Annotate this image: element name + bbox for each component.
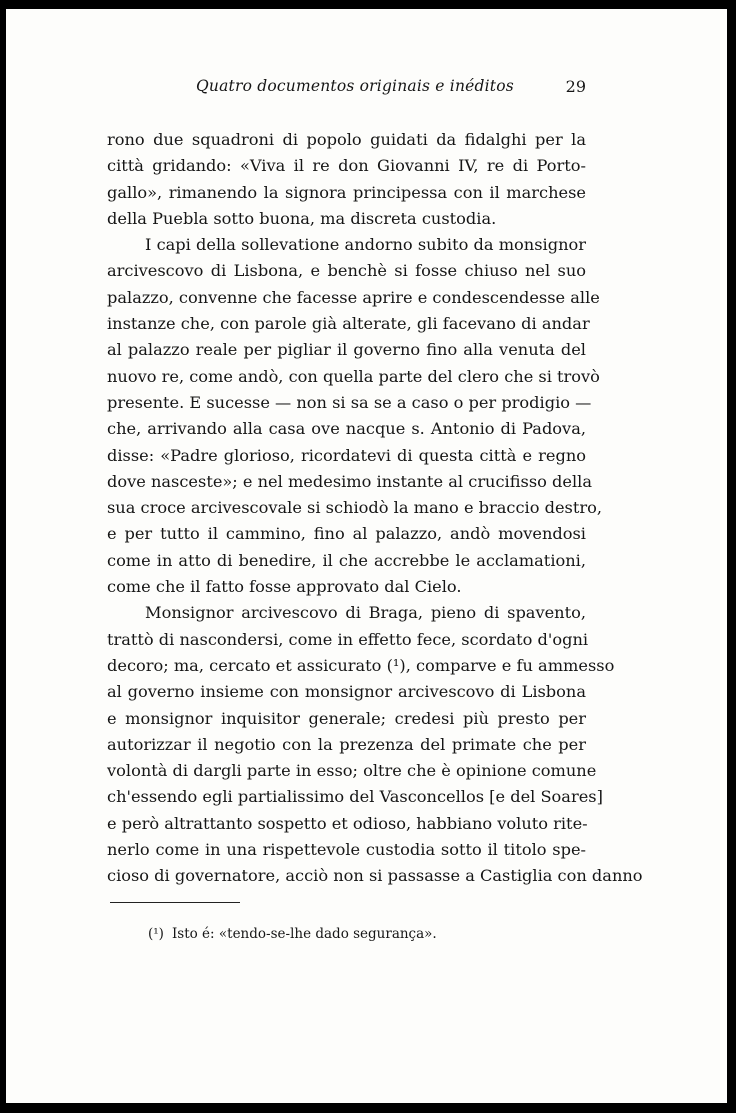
text-line: decoro; ma, cercato et assicurato (¹), comparve e fu ammesso: [107, 655, 615, 675]
text-line: volontà di dargli parte in esso; oltre che è opinione comune: [107, 761, 597, 781]
text-line: città gridando: «Viva il re don Giovanni IV, re di Porto-: [107, 156, 586, 176]
text-line: presente. E sucesse — non si sa se a caso o per prodigio —: [107, 392, 592, 412]
text-line: I capi della sollevatione andorno subito da monsignor: [145, 235, 586, 255]
text-line: dove nasceste»; e nel medesimo instante al crucifisso della: [107, 471, 592, 491]
text-line: della Puebla sotto buona, ma discreta custodia.: [107, 208, 497, 228]
text-line: come che il fatto fosse approvato dal Cielo.: [107, 577, 462, 597]
text-line: rono due squadroni di popolo guidati da fidalghi per la: [107, 130, 586, 149]
text-line: trattò di nascondersi, come in effetto fece, scordato d'ogni: [107, 629, 589, 649]
text-line: nuovo re, come andò, con quella parte del clero che si trovò: [107, 366, 600, 386]
text-line: al governo insieme con monsignor arcivescovo di Lisbona: [107, 682, 586, 702]
text-line: e però altrattanto sospetto et odioso, habbiano voluto rite-: [107, 813, 588, 833]
text-line: nerlo come in una rispettevole custodia sotto il titolo spe-: [107, 840, 586, 860]
text-line: e monsignor inquisitor generale; credesi più presto per: [107, 708, 586, 728]
body-text: [107, 127, 643, 890]
text-line: palazzo, convenne che facesse aprire e condescendesse alle: [107, 287, 600, 307]
text-line: ch'essendo egli partialissimo del Vasconcellos [e del Soares]: [107, 787, 603, 807]
text-line: gallo», rimanendo la signora principessa con il marchese: [107, 182, 586, 202]
text-line: disse: «Padre glorioso, ricordatevi di questa città e regno: [107, 445, 586, 465]
text-line: autorizzar il negotio con la prezenza del primate che per: [107, 734, 586, 754]
text-line: sua croce arcivescovale si schiodò la mano e braccio destro,: [107, 498, 602, 518]
text-line: instanze che, con parole già alterate, gli facevano di andar: [107, 314, 590, 334]
page-number: 29: [565, 77, 586, 96]
footnote-text: Isto é: «tendo-se-lhe dado segurança».: [171, 926, 437, 942]
text-line: arcivescovo di Lisbona, e benchè si fosse chiuso nel suo: [107, 261, 586, 281]
footnote-divider: [110, 902, 240, 903]
text-line: e per tutto il cammino, fino al palazzo, andò movendosi: [107, 524, 586, 544]
text-line: Monsignor arcivescovo di Braga, pieno di spavento,: [145, 603, 586, 623]
running-title: Quatro documentos originais e inéditos: [196, 77, 514, 95]
text-line: che, arrivando alla casa ove nacque s. Antonio di Padova,: [107, 419, 586, 439]
footnote-mark: (¹): [148, 926, 164, 942]
text-line: cioso di governatore, acciò non si passasse a Castiglia con danno: [107, 866, 643, 886]
running-head: [106, 77, 586, 101]
text-line: al palazzo reale per pigliar il governo fino alla venuta del: [107, 340, 586, 360]
footnote: [148, 926, 437, 942]
text-line: come in atto di benedire, il che accrebbe le acclamationi,: [107, 550, 586, 570]
